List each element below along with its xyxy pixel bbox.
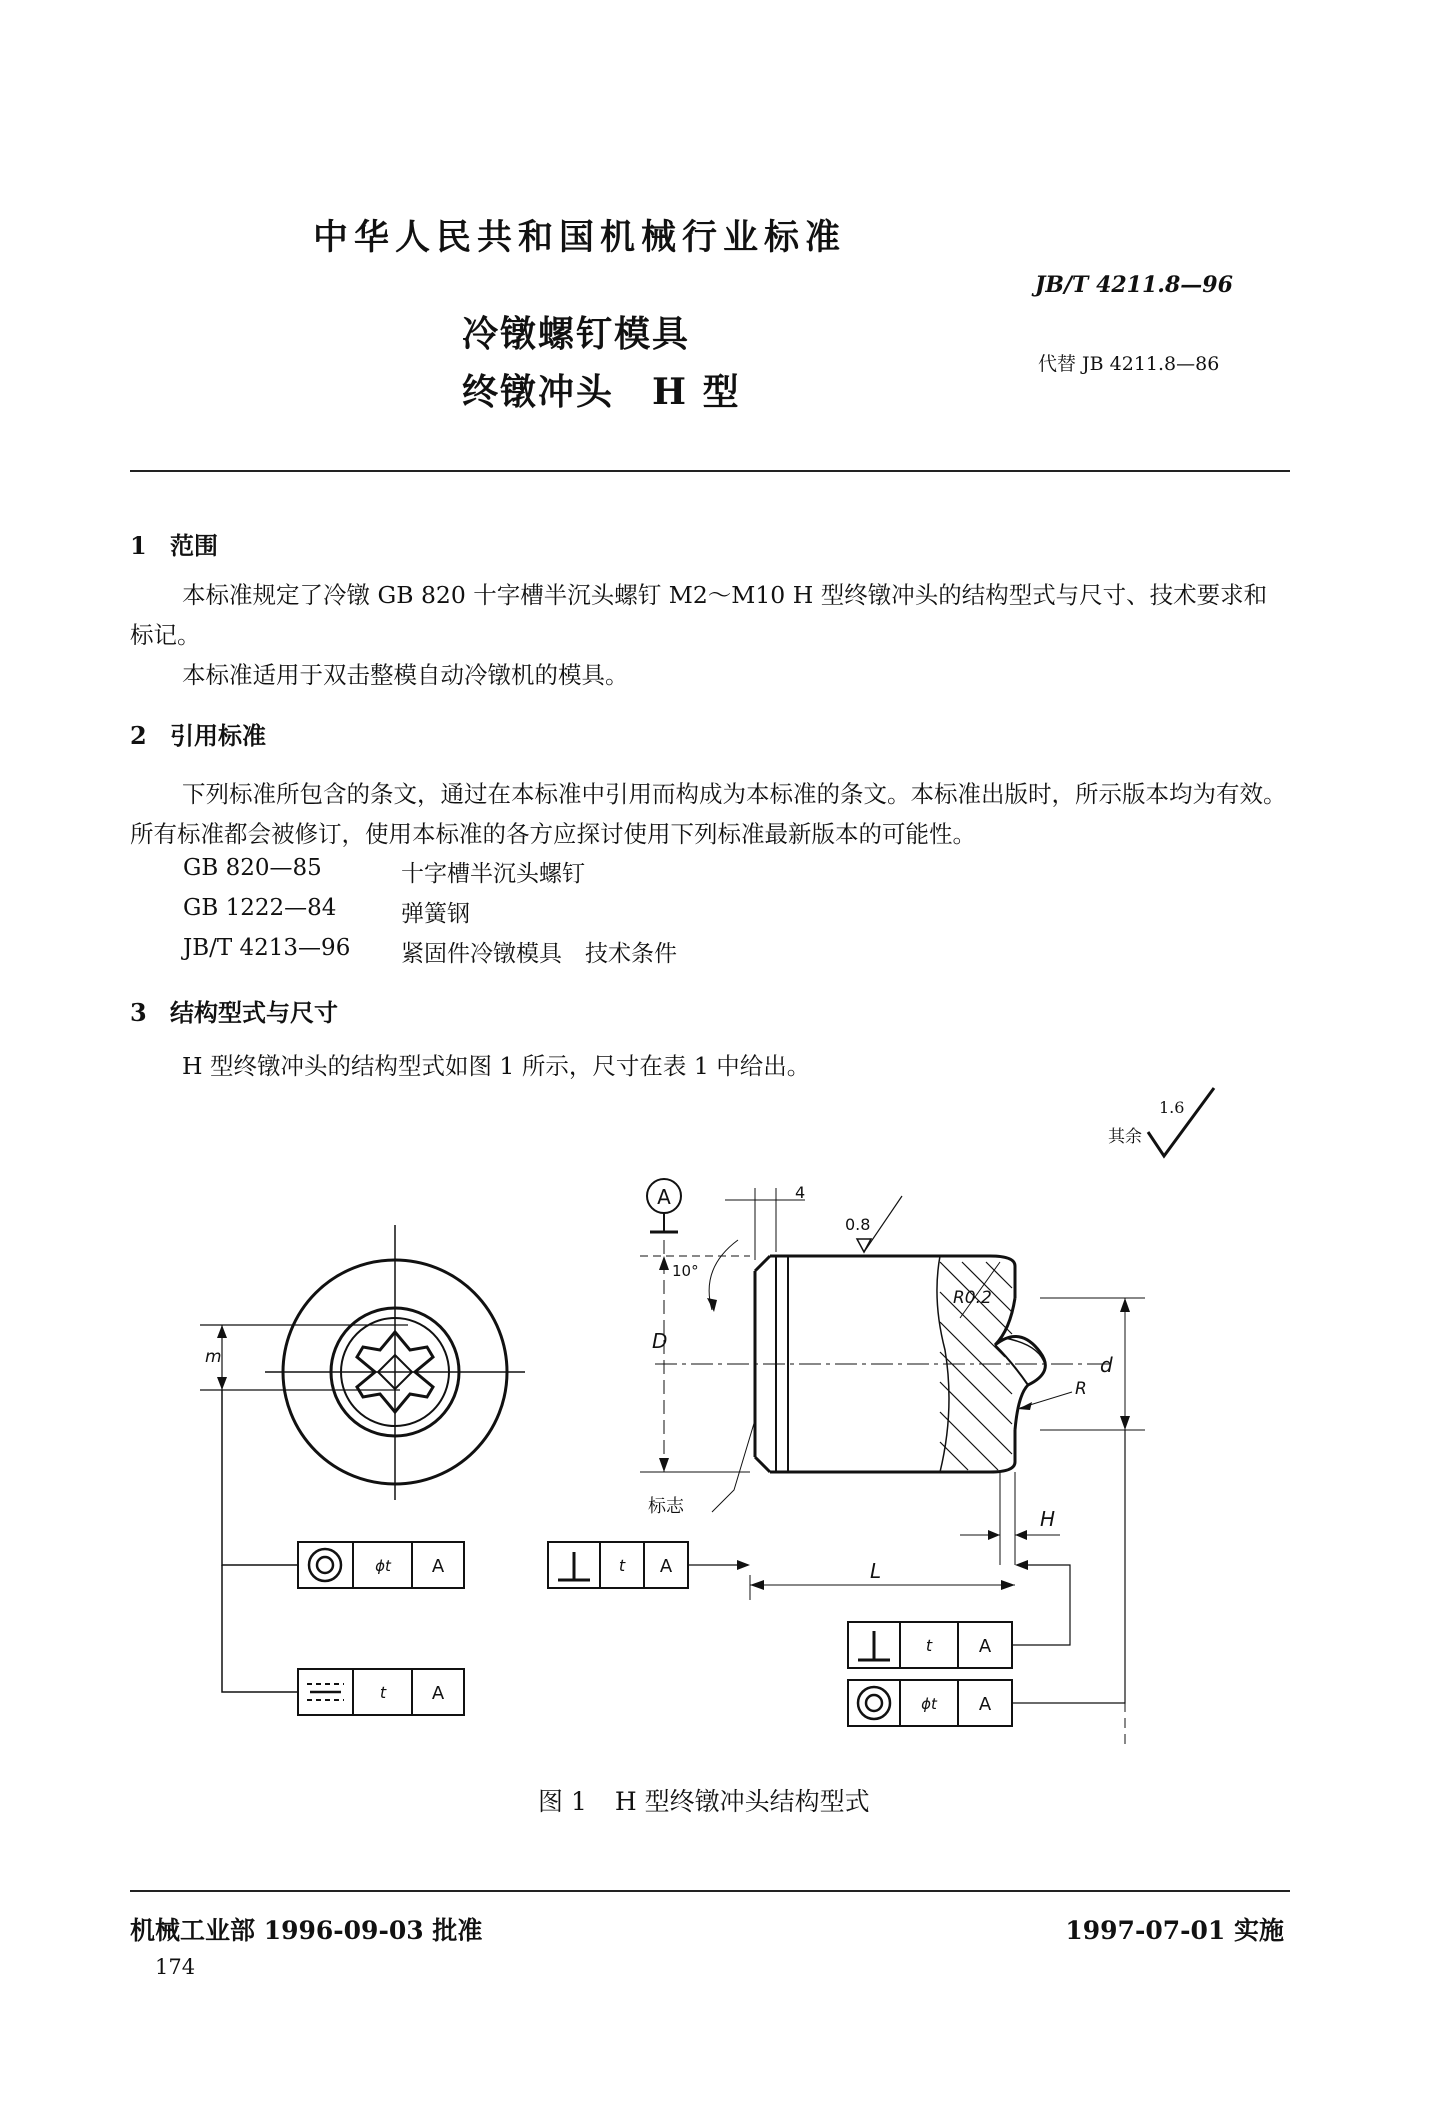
dim-R02-label: R0.2 [953, 1288, 992, 1308]
document-title-line2 [462, 364, 741, 415]
tol-coax-right-label: ϕt [921, 1695, 937, 1713]
section-number: 1 [130, 531, 147, 560]
section-title: 结构型式与尺寸 [170, 998, 338, 1027]
section-title: 范围 [170, 531, 218, 560]
dim-4-label: 4 [795, 1183, 806, 1202]
roughness-label: 其余 [1108, 1127, 1142, 1147]
section-heading-2 [130, 716, 266, 751]
tolerance-frame-perpendicularity-middle [548, 1542, 750, 1588]
side-view [640, 1179, 1145, 1750]
document-title-line1: 冷镦螺钉模具 [462, 313, 691, 355]
section-heading-1 [130, 526, 218, 561]
roughness-value: 1.6 [1159, 1098, 1185, 1117]
angle-label: 10° [672, 1262, 699, 1280]
section-title: 引用标准 [170, 721, 266, 750]
footer-rule [130, 1890, 1290, 1892]
section-heading-3 [130, 993, 338, 1028]
reference-title: 十字槽半沉头螺钉 [401, 861, 585, 887]
reference-code: JB/T 4213—96 [183, 935, 351, 961]
standard-number: JB/T 4211.8—96 [1035, 272, 1233, 298]
issuing-organization: 中华人民共和国机械行业标准 [313, 217, 847, 258]
tol-coax-left-label: ϕt [375, 1557, 391, 1575]
section-number: 3 [130, 998, 147, 1027]
dim-R-label: R [1075, 1379, 1087, 1399]
roughness-symbol-icon [1140, 1080, 1220, 1160]
replaces-standard: 代替 JB 4211.8—86 [1038, 353, 1220, 375]
figure-caption [538, 1782, 870, 1818]
dim-08-label: 0.8 [845, 1215, 871, 1234]
datum-ref-label: A [431, 1556, 445, 1577]
tolerance-frame-coaxiality-left [298, 1542, 464, 1588]
section3-paragraph-1: H 型终镦冲头的结构型式如图 1 所示，尺寸在表 1 中给出。 [182, 1052, 811, 1080]
dim-d-label: d [1100, 1353, 1113, 1377]
datum-ref-label: A [431, 1683, 445, 1704]
tol-sym-left-label: t [379, 1683, 387, 1702]
dim-H-label: H [1040, 1507, 1056, 1531]
title-line2-main: 终镦冲头 [462, 371, 615, 413]
figure-title: H 型终镦冲头结构型式 [614, 1787, 870, 1816]
reference-code: GB 820—85 [183, 855, 322, 881]
tolerance-frame-symmetry-left [298, 1669, 464, 1715]
header-rule [130, 470, 1290, 472]
marking-label: 标志 [648, 1496, 684, 1517]
reference-title: 紧固件冷镦模具 技术条件 [401, 941, 677, 967]
dim-m-label: m [205, 1347, 222, 1367]
datum-ref-label: A [659, 1556, 673, 1577]
section1-paragraph-2: 本标准适用于双击整模自动冷镦机的模具。 [182, 661, 629, 689]
approval-date: 机械工业部 1996-09-03 批准 [130, 1916, 483, 1945]
implementation-date: 1997-07-01 实施 [1065, 1916, 1284, 1945]
dim-L-label: L [870, 1559, 882, 1583]
reference-title: 弹簧钢 [401, 901, 470, 927]
title-line2-type: H 型 [652, 371, 741, 413]
end-view [200, 1225, 525, 1692]
page-number: 174 [155, 1955, 196, 1979]
datum-label: A [657, 1185, 671, 1209]
figure-number: 图 1 [538, 1787, 587, 1816]
tolerance-frame-perpendicularity-right [848, 1560, 1070, 1668]
tol-perp-mid-label: t [618, 1556, 626, 1575]
datum-ref-label: A [978, 1694, 992, 1715]
datum-ref-label: A [978, 1636, 992, 1657]
section2-paragraph-1: 下列标准所包含的条文，通过在本标准中引用而构成为本标准的条文。本标准出版时，所示版本均为有效。所有标准都会被修订，使用本标准的各方应探讨使用下列标准最新版本的可能性。 [130, 780, 1287, 848]
tolerance-frame-coaxiality-right [848, 1430, 1125, 1726]
reference-code: GB 1222—84 [183, 895, 337, 921]
dim-D-label: D [652, 1329, 668, 1353]
tol-perp-right-label: t [925, 1636, 933, 1655]
section1-paragraph-1: 本标准规定了冷镦 GB 820 十字槽半沉头螺钉 M2～M10 H 型终镦冲头的结构型式与尺寸、技术要求和标记。 [130, 581, 1268, 649]
section-number: 2 [130, 721, 147, 750]
